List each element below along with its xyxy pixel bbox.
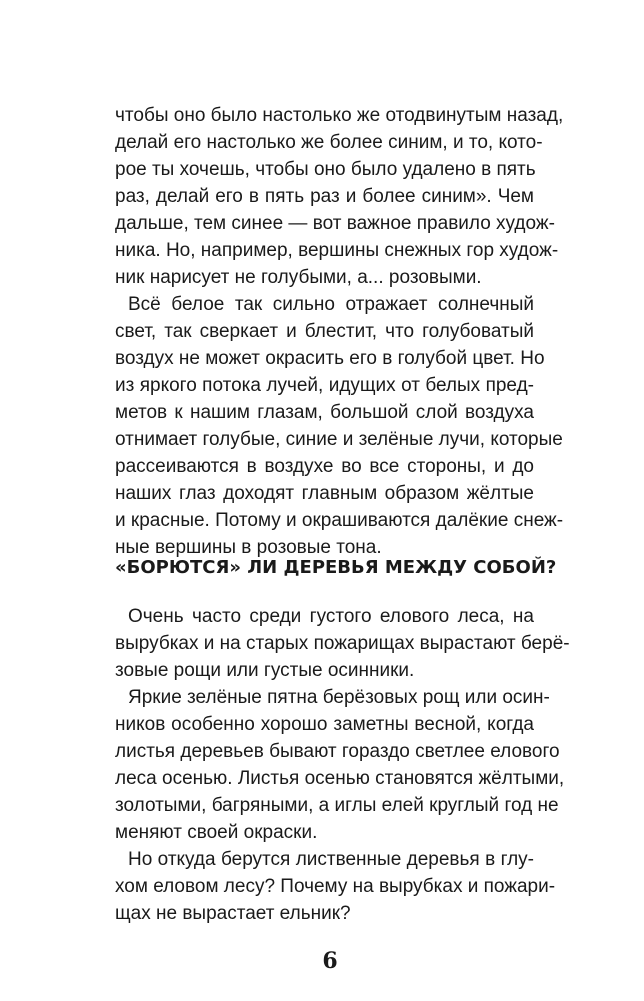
text-line: отнимает голубые, синие и зелёные лучи, которые [115,429,563,450]
text-line: ник нарисует не голубыми, а... розовыми. [115,267,482,288]
text-line: из яркого потока лучей, идущих от белых пред- [115,375,534,396]
text-line: и красные. Потому и окрашиваются далёкие снеж- [115,510,564,531]
text-line: Но откуда берутся лиственные деревья в глу- [128,849,534,870]
text-line: вырубках и на старых пожарищах вырастают берё- [115,633,570,654]
text-line: рассеиваются в воздухе во все стороны, и до [115,456,534,477]
section-heading: «БОРЮТСЯ» ЛИ ДЕРЕВЬЯ МЕЖДУ СОБОЙ? [115,557,557,578]
text-line: Всё белое так сильно отражает солнечный [128,294,534,315]
text-line: зовые рощи или густые осинники. [115,660,415,681]
text-line: леса осенью. Листья осенью становятся жёлтыми, [115,768,565,789]
text-line: ные вершины в розовые тона. [115,537,382,558]
text-line: дальше, тем синее — вот важное правило худож- [115,213,555,234]
text-line: чтобы оно было настолько же отодвинутым назад, [115,105,564,126]
text-line: золотыми, багряными, а иглы елей круглый год не [115,795,559,816]
text-line: наших глаз доходят главным образом жёлтые [115,483,534,504]
text-line: воздух не может окрасить его в голубой цвет. Но [115,348,545,369]
text-line: метов к нашим глазам, большой слой воздуха [115,402,534,423]
text-line: делай его настолько же более синим, и то, кото- [115,132,543,153]
text-line: рое ты хочешь, чтобы оно было удалено в пять [115,159,536,180]
text-line: Очень часто среди густого елового леса, на [128,606,534,627]
text-line: свет, так сверкает и блестит, что голубоватый [115,321,534,342]
text-line: Яркие зелёные пятна берёзовых рощ или осин- [128,687,550,708]
page-number: 6 [322,948,338,974]
text-line: ника. Но, например, вершины снежных гор худож- [115,240,559,261]
text-line: щах не вырастает ельник? [115,903,351,924]
text-line: меняют своей окраски. [115,822,318,843]
text-line: ников особенно хорошо заметны весной, когда [115,714,534,735]
text-line: листья деревьев бывают гораздо светлее елового [115,741,560,762]
text-line: хом еловом лесу? Почему на вырубках и пожари- [115,876,556,897]
text-line: раз, делай его в пять раз и более синим». Чем [115,186,534,207]
